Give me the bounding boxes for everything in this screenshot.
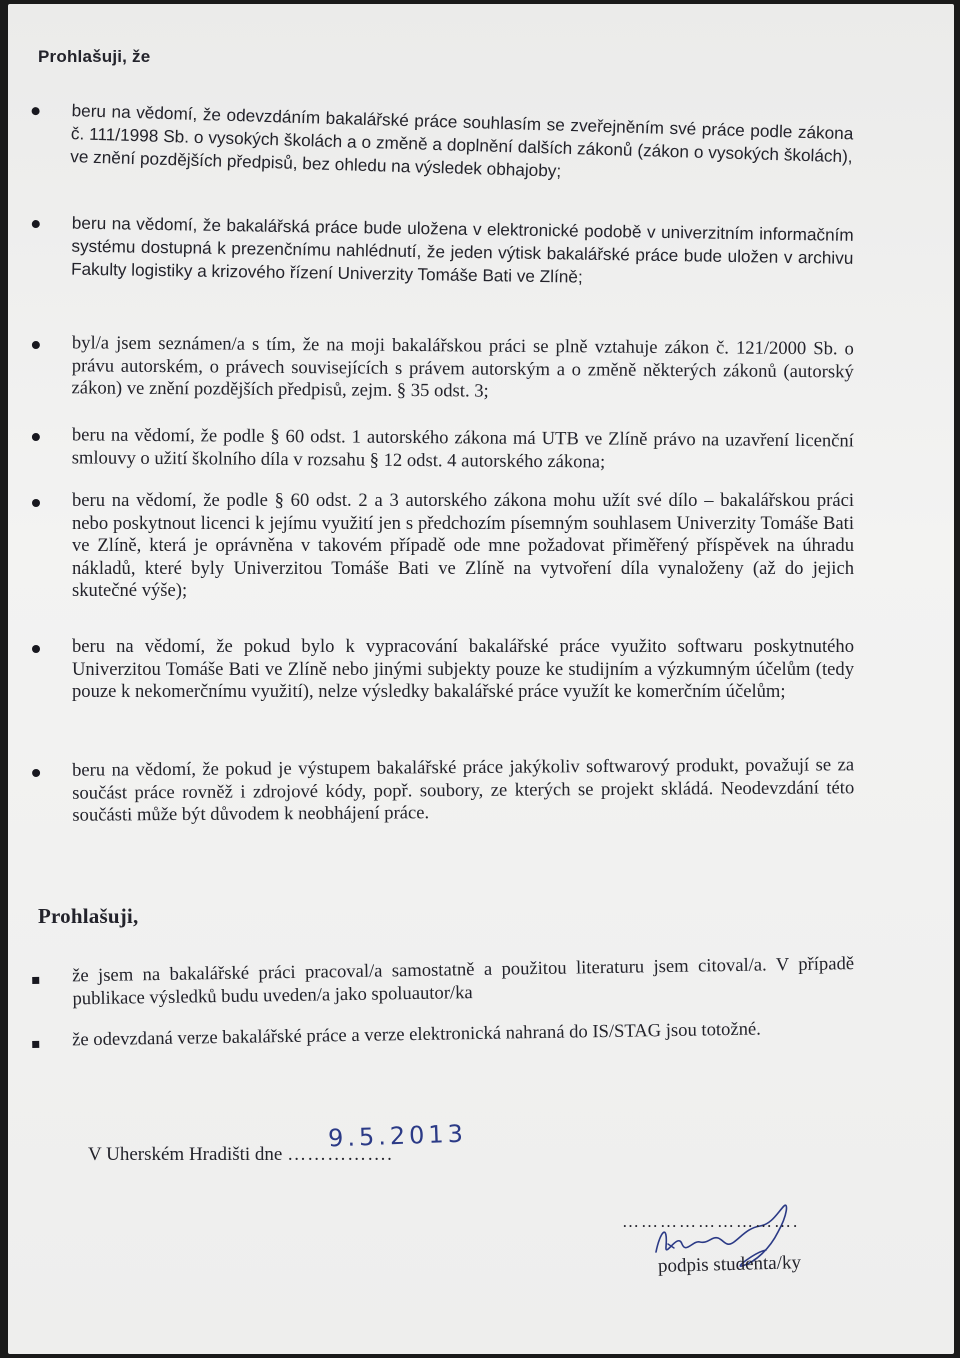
declaration-item [30,98,854,191]
declaration-item-text: že odevzdaná verze bakalářské práce a verze elektronická nahraná do IS/STAG jsou totožné. [71,1018,761,1051]
bullet-dot [32,220,40,228]
bullet-dot [32,341,40,349]
declaration-item [32,636,854,704]
declaration-item [32,424,854,475]
declaration-item [32,1017,854,1052]
signature-dots: ………………………. [622,1212,800,1231]
bullet-square [32,977,39,984]
declaration-item-text: beru na vědomí, že pokud je výstupem bakalářské práce jakýkoliv softwarový produkt, považují se za součást práce rovněž i zdrojové kódy, popř. soubory, ze kterých se projekt skládá. Neodevzdání této součásti může být důvodem k neobhájení práce. [71,754,855,826]
signature-label: podpis studenta/ky [657,1252,802,1277]
declaration-heading-first: Prohlašuji, že [38,47,151,66]
declaration-page [8,4,954,1354]
declaration-item [32,754,854,827]
declaration-item [31,332,854,406]
date-dots: ……………. [287,1144,393,1165]
declaration-item [32,953,855,1011]
declaration-item [31,211,854,293]
declaration-item-text: beru na vědomí, že odevzdáním bakalářské práce souhlasím se zveřejněním své práce podle zákona č. 111/1998 Sb. o vysokých školách a o změně a doplnění dalších zákonů (zákon o vysokých školách), ve znění pozdějších předpisů, bez ohledu na výsledek obhajoby; [69,100,854,181]
declaration-item-text: že jsem na bakalářské práci pracoval/a samostatně a použitou literaturu jsem citoval/a. V případě publikace výsledků budu uveden/a jako spoluautor/ka [71,953,855,1009]
declaration-heading-second: Prohlašuji, [38,904,139,928]
declaration-item [32,490,854,603]
declaration-item-text: beru na vědomí, že podle § 60 odst. 2 a 3 autorského zákona mohu užít své dílo – bakalářskou práci nebo poskytnout licenci k jejímu využití jen s předchozím písemným souhlasem Univerzity Tomáše Bati ve Zlíně, která je oprávněna v takovém případě ode mne požadovat přiměřený příspěvek na úhradu nákladů, které byly Univerzitou Tomáše Bati ve Zlíně na vytvoření díla vynaloženy (až do jejich skutečné výše); [72,490,854,601]
bullet-dot [32,645,40,653]
place-label: V Uherském Hradišti dne [88,1144,283,1165]
declaration-item-text: beru na vědomí, že bakalářská práce bude uložena v elektronické podobě v univerzitním informačním systému dostupná k prezenčnímu nahlédnutí, že jeden výtisk bakalářské práce bude uložen v archivu Fakulty logistiky a krizového řízení Univerzity Tomáše Bati ve Zlíně; [70,212,854,287]
bullet-square [32,1041,39,1048]
declaration-item-text: byl/a jsem seznámen/a s tím, že na moji bakalářskou práci se plně vztahuje zákon č. 121/2000 Sb. o právu autorském, o právech souvisejících s právem autorským a o změně některých zákonů (autorský zákon) ve znění pozdějších předpisů, zejm. § 35 odst. 3; [71,332,854,402]
bullet-dot [31,107,39,115]
declaration-item-text: beru na vědomí, že pokud bylo k vypracování bakalářské práce využito softwaru poskytnutého Univerzitou Tomáše Bati ve Zlíně nebo jinými subjekty pouze ke studijním a výzkumným účelům (tedy pouze k nekomerčnímu využití), nelze výsledky bakalářské práce využít ke komerčním účelům; [72,636,854,702]
bullet-dot [32,769,40,777]
handwritten-date: 9.5.2013 [327,1119,468,1153]
bullet-dot [32,433,40,441]
declaration-item-text: beru na vědomí, že podle § 60 odst. 1 autorského zákona má UTB ve Zlíně právo na uzavření licenční smlouvy o užití školního díla v rozsahu § 12 odst. 4 autorského zákona; [71,424,854,473]
bullet-dot [32,499,40,507]
